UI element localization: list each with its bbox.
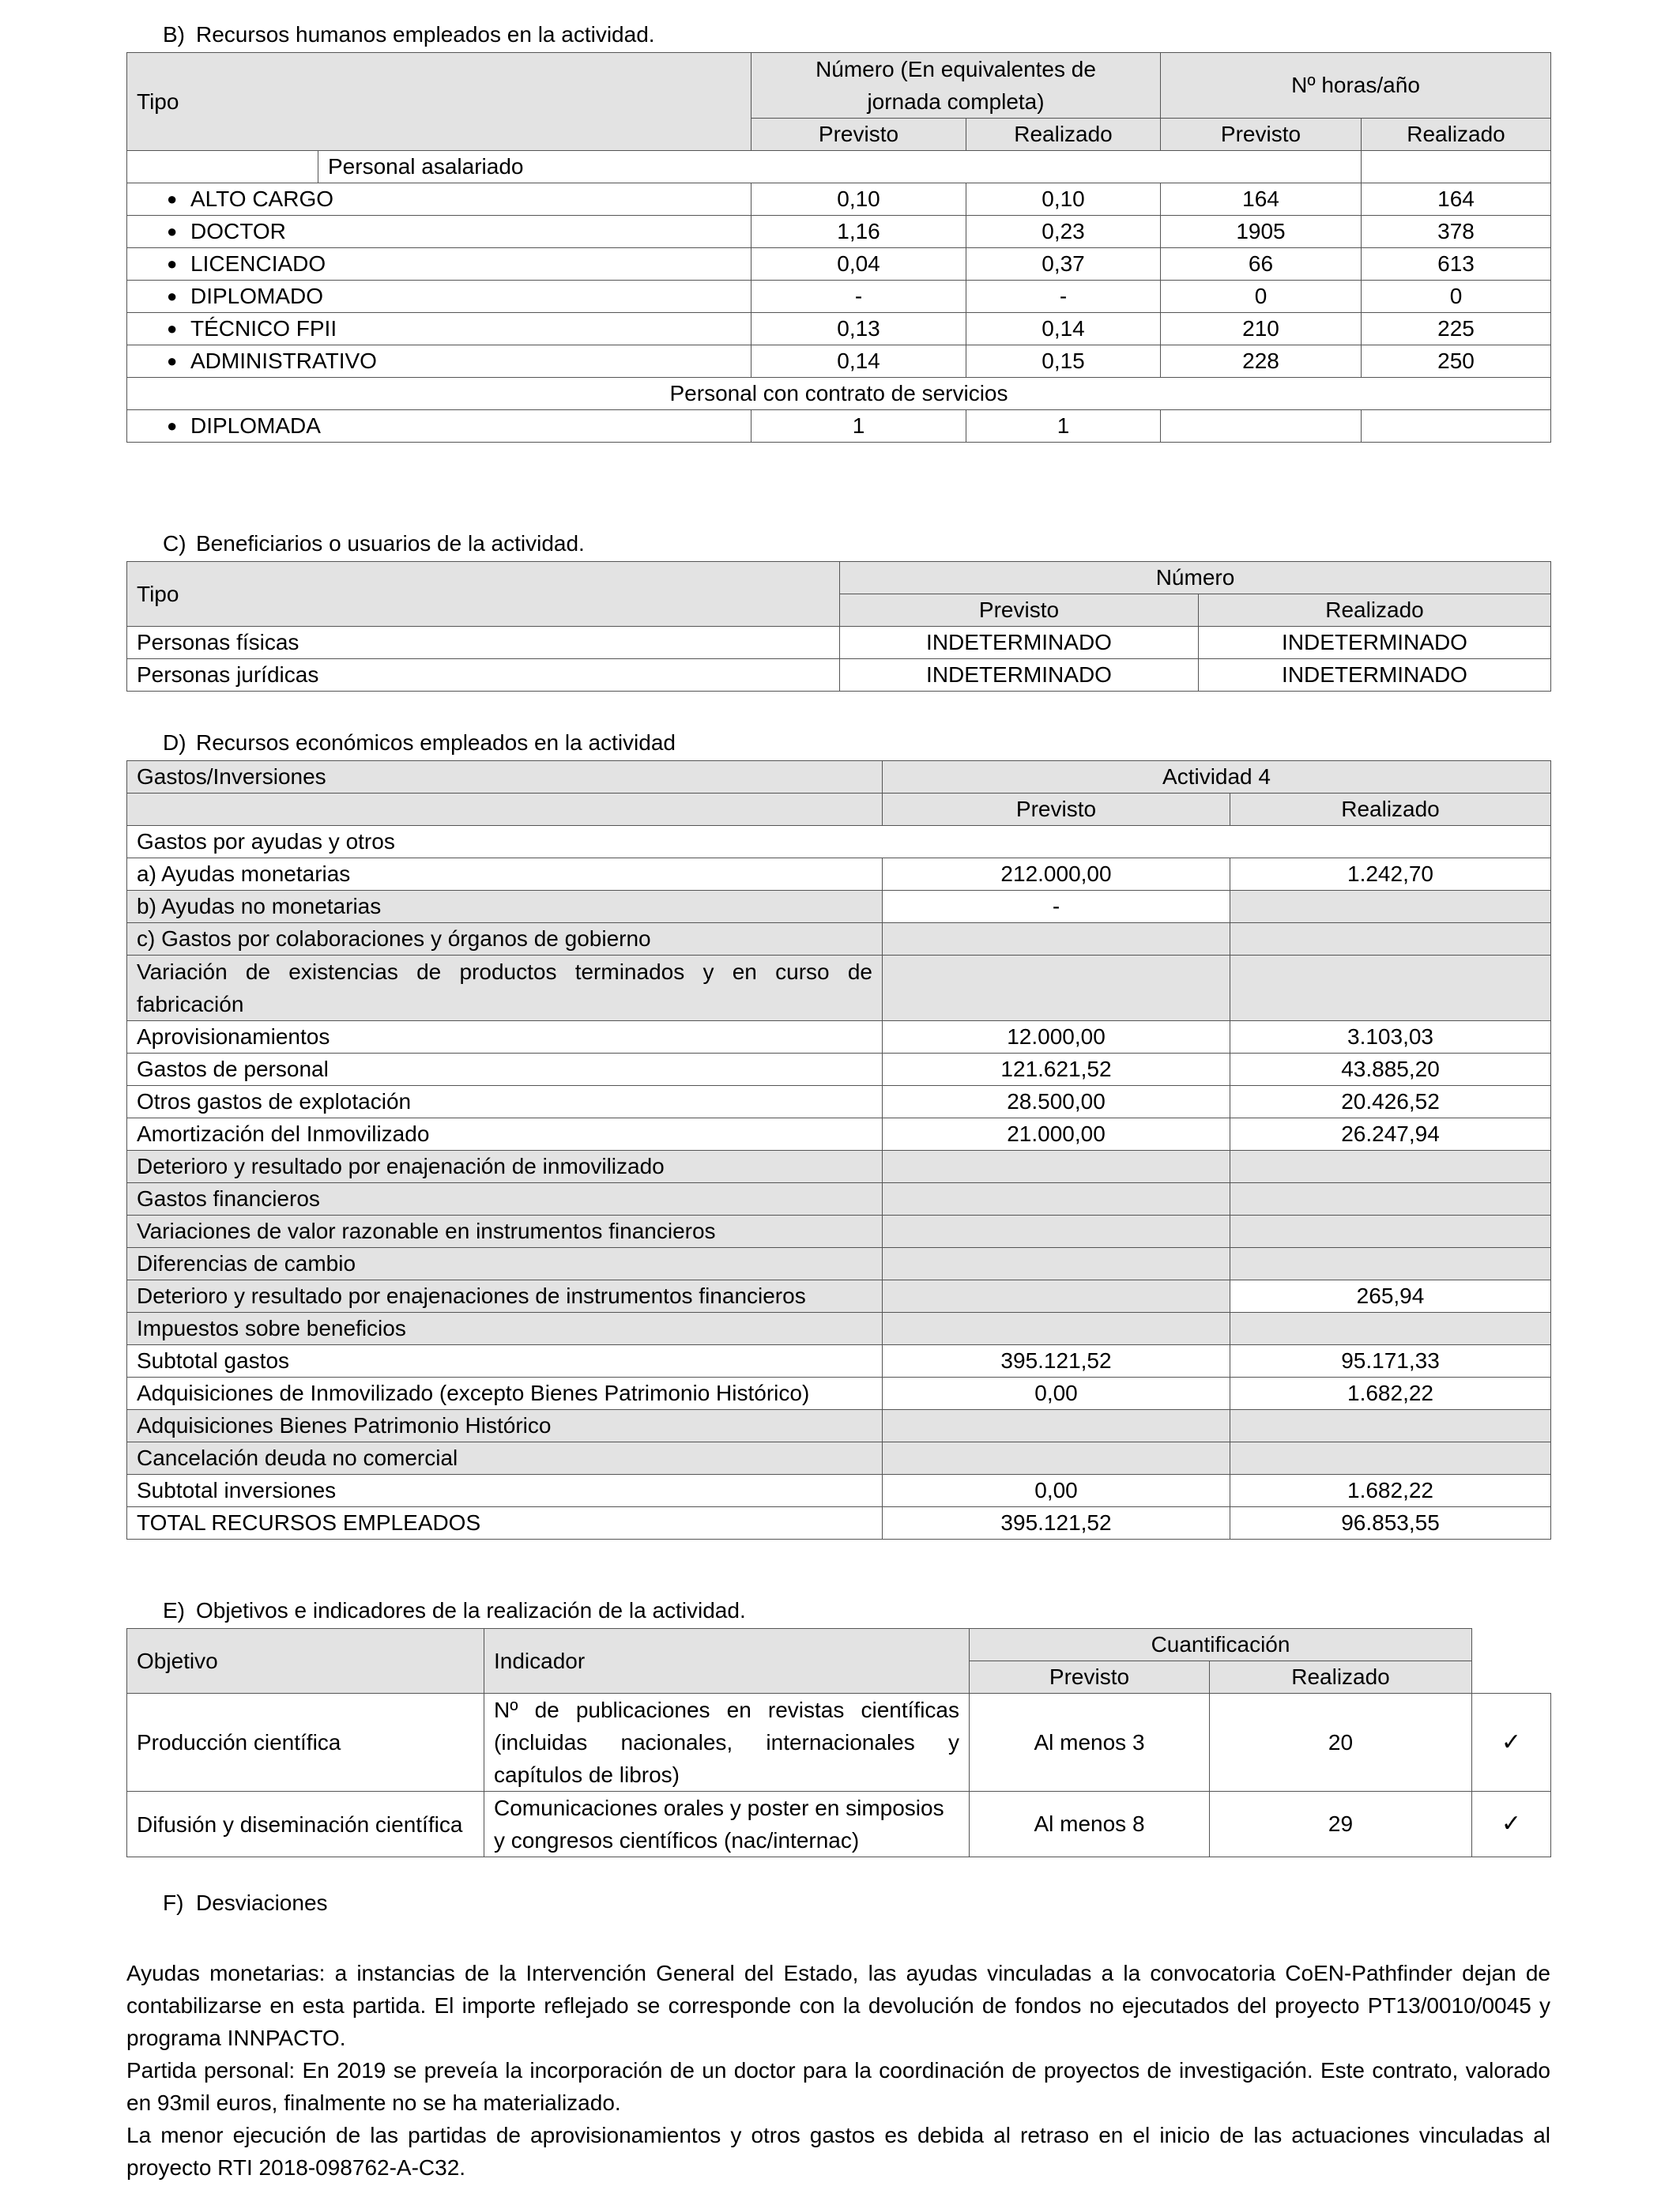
hr-col-numero: Número (En equivalentes de jornada completa): [751, 53, 1161, 119]
hr-group-empty2: [1362, 151, 1551, 183]
section-f: [126, 1889, 1550, 2184]
table-row: Gastos de personal 121.621,52 43.885,20: [127, 1054, 1551, 1086]
table-row: b) Ayudas no monetarias -: [127, 891, 1551, 923]
hr-group-empty: [127, 151, 318, 183]
hr-col-tipo: Tipo: [127, 53, 751, 151]
bullet-icon: ●: [167, 254, 178, 273]
table-row: ● TÉCNICO FPII 0,13 0,14 210 225: [127, 313, 1551, 345]
econ-col-actividad: Actividad 4: [883, 761, 1551, 794]
table-row: Gastos financieros: [127, 1183, 1551, 1216]
econ-group: Gastos por ayudas y otros: [127, 826, 1551, 858]
table-row: ● LICENCIADO 0,04 0,37 66 613: [127, 248, 1551, 281]
table-row: Impuestos sobre beneficios: [127, 1313, 1551, 1345]
hr-group-asalariado: Personal asalariado: [318, 151, 1362, 183]
hr-horas-previsto: Previsto: [1161, 119, 1362, 151]
table-row: c) Gastos por colaboraciones y órganos de gobierno: [127, 923, 1551, 956]
table-row: ● ADMINISTRATIVO 0,14 0,15 228 250: [127, 345, 1551, 378]
table-row: Adquisiciones de Inmovilizado (excepto Bienes Patrimonio Histórico) 0,00 1.682,22: [127, 1378, 1551, 1410]
section-b-heading: B) Recursos humanos empleados en la actividad.: [163, 22, 655, 47]
hr-group-servicios: Personal con contrato de servicios: [127, 378, 1551, 410]
economic-table: Gastos/Inversiones Actividad 4 Previsto Realizado Gastos por ayudas y otros a) Ayudas monetarias 212.000,00 1.242,70 b) Ayudas no monetarias - c) Gastos por colaboraciones y órganos de gobierno Variación de existencias de productos terminados y en curso de fabricación Aprovisionamientos 12.000,00 3.103,03 Gastos de personal 121.621,52 43.885,20 Otros gastos de explotación 28.500,00 20.426,52 Amortización del Inmovilizado 21.000,00 26.247,94 Deterioro y resultado por enajenación de inmovilizado Gastos financieros Variaciones de valor razonable en instrumentos financieros Diferencias de cambio Deterioro y resultado por enajenaciones de instrumentos financieros 265,94 Impuestos sobre beneficios Subtotal gastos 395.121,52 95.171,33 Adquisiciones de Inmovilizado (excepto Bienes Patrimonio Histórico) 0,00 1.682,22 Adquisiciones Bienes Patrimonio Histórico Cancelación deuda no comercial Subtotal inversiones 0,00 1.682,22 TOTAL RECURSOS EMPLEADOS 395.121,52 96.853,55: [126, 760, 1551, 1540]
objectives-table: Objetivo Indicador Cuantificación Previsto Realizado Producción científica Nº de publicaciones en revistas científicas (incluidas nacionales, internacionales y capítulos de libros) Al menos 3 20 ✓ Difusión y diseminación científica Comunicaciones orales y poster en simposios y congresos científicos (nac/internac) Al menos 8 29 ✓: [126, 1628, 1551, 1857]
bullet-icon: ●: [167, 416, 178, 435]
section-e-heading: E) Objetivos e indicadores de la realización de la actividad.: [163, 1598, 746, 1623]
table-row: ● DOCTOR 1,16 0,23 1905 378: [127, 216, 1551, 248]
table-row: Aprovisionamientos 12.000,00 3.103,03: [127, 1021, 1551, 1054]
deviation-paragraph: La menor ejecución de las partidas de aprovisionamientos y otros gastos es debida al retraso en el inicio de las actuaciones vinculadas al proyecto RTI 2018-098762-A-C32.: [126, 2123, 1550, 2180]
table-row: ● DIPLOMADO - - 0 0: [127, 281, 1551, 313]
table-row: Cancelación deuda no comercial: [127, 1442, 1551, 1475]
bullet-icon: ●: [167, 189, 178, 209]
table-row: Amortización del Inmovilizado 21.000,00 26.247,94: [127, 1118, 1551, 1151]
table-row: ● ALTO CARGO 0,10 0,10 164 164: [127, 183, 1551, 216]
table-row: Otros gastos de explotación 28.500,00 20.426,52: [127, 1086, 1551, 1118]
deviation-paragraph: Partida personal: En 2019 se preveía la incorporación de un doctor para la coordinación de proyectos de investigación. Este contrato, valorado en 93mil euros, finalmente no se ha materializado.: [126, 2058, 1550, 2115]
table-row: Subtotal gastos 395.121,52 95.171,33: [127, 1345, 1551, 1378]
table-row: TOTAL RECURSOS EMPLEADOS 395.121,52 96.853,55: [127, 1507, 1551, 1540]
ben-col-numero: Número: [840, 562, 1551, 594]
table-row: Variación de existencias de productos terminados y en curso de fabricación: [127, 956, 1551, 1021]
table-row: Personas jurídicas INDETERMINADO INDETERMINADO: [127, 659, 1551, 692]
hr-num-previsto: Previsto: [751, 119, 966, 151]
hr-table: [126, 52, 1551, 443]
table-row: Difusión y diseminación científica Comunicaciones orales y poster en simposios y congresos científicos (nac/internac) Al menos 8 29 ✓: [127, 1792, 1551, 1857]
econ-col-gastos: Gastos/Inversiones: [127, 761, 883, 794]
section-d-heading: D) Recursos económicos empleados en la actividad: [163, 730, 676, 755]
table-row: Diferencias de cambio: [127, 1248, 1551, 1280]
check-icon: ✓: [1472, 1694, 1551, 1792]
obj-col-indicador: Indicador: [484, 1629, 970, 1694]
deviation-paragraph: Ayudas monetarias: a instancias de la Intervención General del Estado, las ayudas vinculadas a la convocatoria CoEN-Pathfinder dejan de contabilizarse en esta partida. El importe reflejado se corresponde con la devolución de fondos no ejecutados del proyecto PT13/0010/0045 y programa INNPACTO.: [126, 1961, 1550, 2050]
table-row: Variaciones de valor razonable en instrumentos financieros: [127, 1216, 1551, 1248]
bullet-icon: ●: [167, 351, 178, 371]
table-row: a) Ayudas monetarias 212.000,00 1.242,70: [127, 858, 1551, 891]
table-row: Deterioro y resultado por enajenación de inmovilizado: [127, 1151, 1551, 1183]
obj-col-objetivo: Objetivo: [127, 1629, 484, 1694]
table-row: Producción científica Nº de publicaciones en revistas científicas (incluidas nacionales, internacionales y capítulos de libros) Al menos 3 20 ✓: [127, 1694, 1551, 1792]
hr-horas-realizado: Realizado: [1362, 119, 1551, 151]
beneficiaries-table: Tipo Número Previsto Realizado Personas físicas INDETERMINADO INDETERMINADO Personas jurídicas INDETERMINADO INDETERMINADO: [126, 561, 1551, 692]
section-c-heading: C) Beneficiarios o usuarios de la actividad.: [163, 531, 585, 556]
table-row: Deterioro y resultado por enajenaciones de instrumentos financieros 265,94: [127, 1280, 1551, 1313]
section-f-heading: F) Desviaciones: [163, 1891, 328, 1915]
bullet-icon: ●: [167, 319, 178, 338]
obj-col-cuant: Cuantificación: [970, 1629, 1472, 1661]
bullet-icon: ●: [167, 286, 178, 306]
section-e: [126, 1596, 1551, 1857]
hr-num-realizado: Realizado: [966, 119, 1161, 151]
table-row: ● DIPLOMADA 1 1: [127, 410, 1551, 443]
section-c: [126, 530, 1551, 692]
section-b: [126, 21, 1551, 443]
table-row: Adquisiciones Bienes Patrimonio Histórico: [127, 1410, 1551, 1442]
table-row: Subtotal inversiones 0,00 1.682,22: [127, 1475, 1551, 1507]
section-d: [126, 729, 1551, 1540]
hr-col-horas: Nº horas/año: [1161, 53, 1551, 119]
table-row: Personas físicas INDETERMINADO INDETERMINADO: [127, 627, 1551, 659]
ben-col-tipo: Tipo: [127, 562, 840, 627]
bullet-icon: ●: [167, 221, 178, 241]
check-icon: ✓: [1472, 1792, 1551, 1857]
